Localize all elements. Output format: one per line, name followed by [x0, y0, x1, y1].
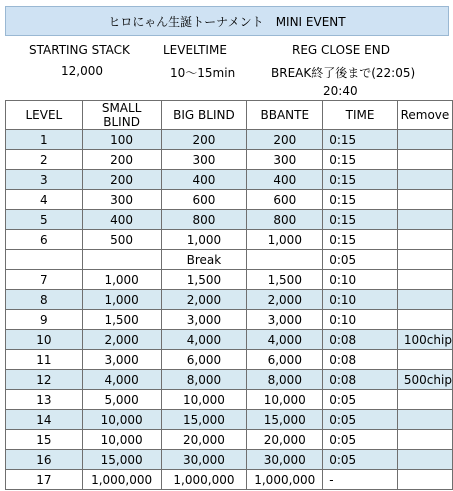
bbante-cell: 3,000	[247, 310, 323, 330]
table-row	[6, 390, 453, 410]
bbante-cell: 1,500	[247, 270, 323, 290]
time-cell: 0:05	[323, 390, 398, 410]
table-row	[6, 150, 453, 170]
small-blind-cell: 15,000	[82, 450, 161, 470]
big-blind-cell: 20,000	[161, 430, 247, 450]
small-blind-cell: 100	[82, 130, 161, 150]
time-cell: 0:15	[323, 210, 398, 230]
remove-cell	[397, 170, 452, 190]
small-blind-cell: 1,000,000	[82, 470, 161, 490]
starting-stack-value: 12,000	[61, 64, 103, 78]
level-cell: 15	[6, 430, 83, 450]
bbante-cell: 30,000	[247, 450, 323, 470]
table-row	[6, 210, 453, 230]
big-blind-cell: 600	[161, 190, 247, 210]
bbante-cell: 15,000	[247, 410, 323, 430]
bbante-cell: 10,000	[247, 390, 323, 410]
level-cell: 2	[6, 150, 83, 170]
time-cell: 0:15	[323, 130, 398, 150]
time-cell: 0:08	[323, 370, 398, 390]
level-cell: 11	[6, 350, 83, 370]
bbante-cell: 4,000	[247, 330, 323, 350]
remove-cell	[397, 130, 452, 150]
reg-close-label: REG CLOSE END	[292, 43, 390, 57]
level-cell: 3	[6, 170, 83, 190]
small-blind-cell: 200	[82, 150, 161, 170]
bbante-cell: 1,000	[247, 230, 323, 250]
break-remove-cell	[397, 250, 452, 270]
break-sb-cell	[82, 250, 161, 270]
small-blind-cell: 400	[82, 210, 161, 230]
small-blind-cell: 10,000	[82, 410, 161, 430]
small-blind-cell: 300	[82, 190, 161, 210]
bbante-cell: 800	[247, 210, 323, 230]
bbante-cell: 200	[247, 130, 323, 150]
time-cell: 0:15	[323, 170, 398, 190]
level-cell: 6	[6, 230, 83, 250]
break-time: 0:05	[323, 250, 398, 270]
bbante-cell: 300	[247, 150, 323, 170]
table-row	[6, 130, 453, 150]
header-level: LEVEL	[6, 101, 83, 130]
time-cell: 0:08	[323, 350, 398, 370]
remove-cell	[397, 450, 452, 470]
big-blind-cell: 6,000	[161, 350, 247, 370]
big-blind-cell: 4,000	[161, 330, 247, 350]
remove-cell	[397, 390, 452, 410]
big-blind-cell: 10,000	[161, 390, 247, 410]
small-blind-cell: 1,000	[82, 270, 161, 290]
big-blind-cell: 3,000	[161, 310, 247, 330]
small-blind-cell: 500	[82, 230, 161, 250]
page-title: ヒロにゃん生誕トーナメント MINI EVENT	[108, 14, 346, 29]
level-cell: 9	[6, 310, 83, 330]
bbante-cell: 2,000	[247, 290, 323, 310]
remove-cell	[397, 410, 452, 430]
table-row	[6, 190, 453, 210]
small-blind-cell: 1,000	[82, 290, 161, 310]
table-row	[6, 170, 453, 190]
table-row	[6, 330, 453, 350]
level-cell: 7	[6, 270, 83, 290]
header-remove: Remove	[397, 101, 452, 130]
blind-structure-table	[5, 100, 453, 490]
table-row	[6, 310, 453, 330]
remove-cell: 500chip	[397, 370, 452, 390]
small-blind-cell: 200	[82, 170, 161, 190]
level-cell: 12	[6, 370, 83, 390]
remove-cell	[397, 270, 452, 290]
remove-cell	[397, 350, 452, 370]
table-row	[6, 350, 453, 370]
break-label: Break	[161, 250, 247, 270]
time-cell: 0:10	[323, 270, 398, 290]
small-blind-cell: 1,500	[82, 310, 161, 330]
time-cell: -	[323, 470, 398, 490]
reg-close-value: BREAK終了後まで(22:05)	[271, 66, 416, 80]
table-row	[6, 370, 453, 390]
header-time: TIME	[323, 101, 398, 130]
break-row	[6, 250, 453, 270]
big-blind-cell: 30,000	[161, 450, 247, 470]
remove-cell	[397, 210, 452, 230]
starting-stack-label: STARTING STACK	[29, 43, 130, 57]
title-bar	[5, 6, 449, 36]
level-cell: 4	[6, 190, 83, 210]
time-cell: 0:15	[323, 150, 398, 170]
bbante-cell: 1,000,000	[247, 470, 323, 490]
bbante-cell: 20,000	[247, 430, 323, 450]
table-row	[6, 450, 453, 470]
big-blind-cell: 400	[161, 170, 247, 190]
time-cell: 0:10	[323, 290, 398, 310]
time-cell: 0:15	[323, 190, 398, 210]
remove-cell	[397, 290, 452, 310]
table-row	[6, 270, 453, 290]
table-row	[6, 410, 453, 430]
break-ante-cell	[247, 250, 323, 270]
remove-cell	[397, 190, 452, 210]
time-cell: 0:05	[323, 410, 398, 430]
remove-cell	[397, 470, 452, 490]
big-blind-cell: 800	[161, 210, 247, 230]
time-cell: 0:08	[323, 330, 398, 350]
end-time: 20:40	[323, 84, 358, 98]
small-blind-cell: 4,000	[82, 370, 161, 390]
big-blind-cell: 200	[161, 130, 247, 150]
header-small-blind: SMALL BLIND	[82, 101, 161, 130]
level-cell: 16	[6, 450, 83, 470]
remove-cell	[397, 430, 452, 450]
level-cell: 17	[6, 470, 83, 490]
big-blind-cell: 2,000	[161, 290, 247, 310]
level-cell: 5	[6, 210, 83, 230]
table-row	[6, 290, 453, 310]
small-blind-cell: 2,000	[82, 330, 161, 350]
big-blind-cell: 8,000	[161, 370, 247, 390]
level-cell: 14	[6, 410, 83, 430]
time-cell: 0:05	[323, 450, 398, 470]
level-cell: 1	[6, 130, 83, 150]
table-row	[6, 430, 453, 450]
remove-cell	[397, 310, 452, 330]
time-cell: 0:10	[323, 310, 398, 330]
level-cell: 13	[6, 390, 83, 410]
remove-cell: 100chip	[397, 330, 452, 350]
break-level-cell	[6, 250, 83, 270]
small-blind-cell: 3,000	[82, 350, 161, 370]
big-blind-cell: 300	[161, 150, 247, 170]
leveltime-value: 10～15min	[170, 66, 236, 80]
big-blind-cell: 1,000	[161, 230, 247, 250]
time-cell: 0:15	[323, 230, 398, 250]
big-blind-cell: 15,000	[161, 410, 247, 430]
bbante-cell: 6,000	[247, 350, 323, 370]
header-bbante: BBANTE	[247, 101, 323, 130]
remove-cell	[397, 150, 452, 170]
bbante-cell: 8,000	[247, 370, 323, 390]
remove-cell	[397, 230, 452, 250]
bbante-cell: 600	[247, 190, 323, 210]
level-cell: 8	[6, 290, 83, 310]
time-cell: 0:05	[323, 430, 398, 450]
small-blind-cell: 5,000	[82, 390, 161, 410]
table-row	[6, 230, 453, 250]
leveltime-label: LEVELTIME	[163, 43, 227, 57]
big-blind-cell: 1,000,000	[161, 470, 247, 490]
table-row	[6, 470, 453, 490]
header-big-blind: BIG BLIND	[161, 101, 247, 130]
level-cell: 10	[6, 330, 83, 350]
small-blind-cell: 10,000	[82, 430, 161, 450]
big-blind-cell: 1,500	[161, 270, 247, 290]
bbante-cell: 400	[247, 170, 323, 190]
table-header-row	[6, 101, 453, 130]
